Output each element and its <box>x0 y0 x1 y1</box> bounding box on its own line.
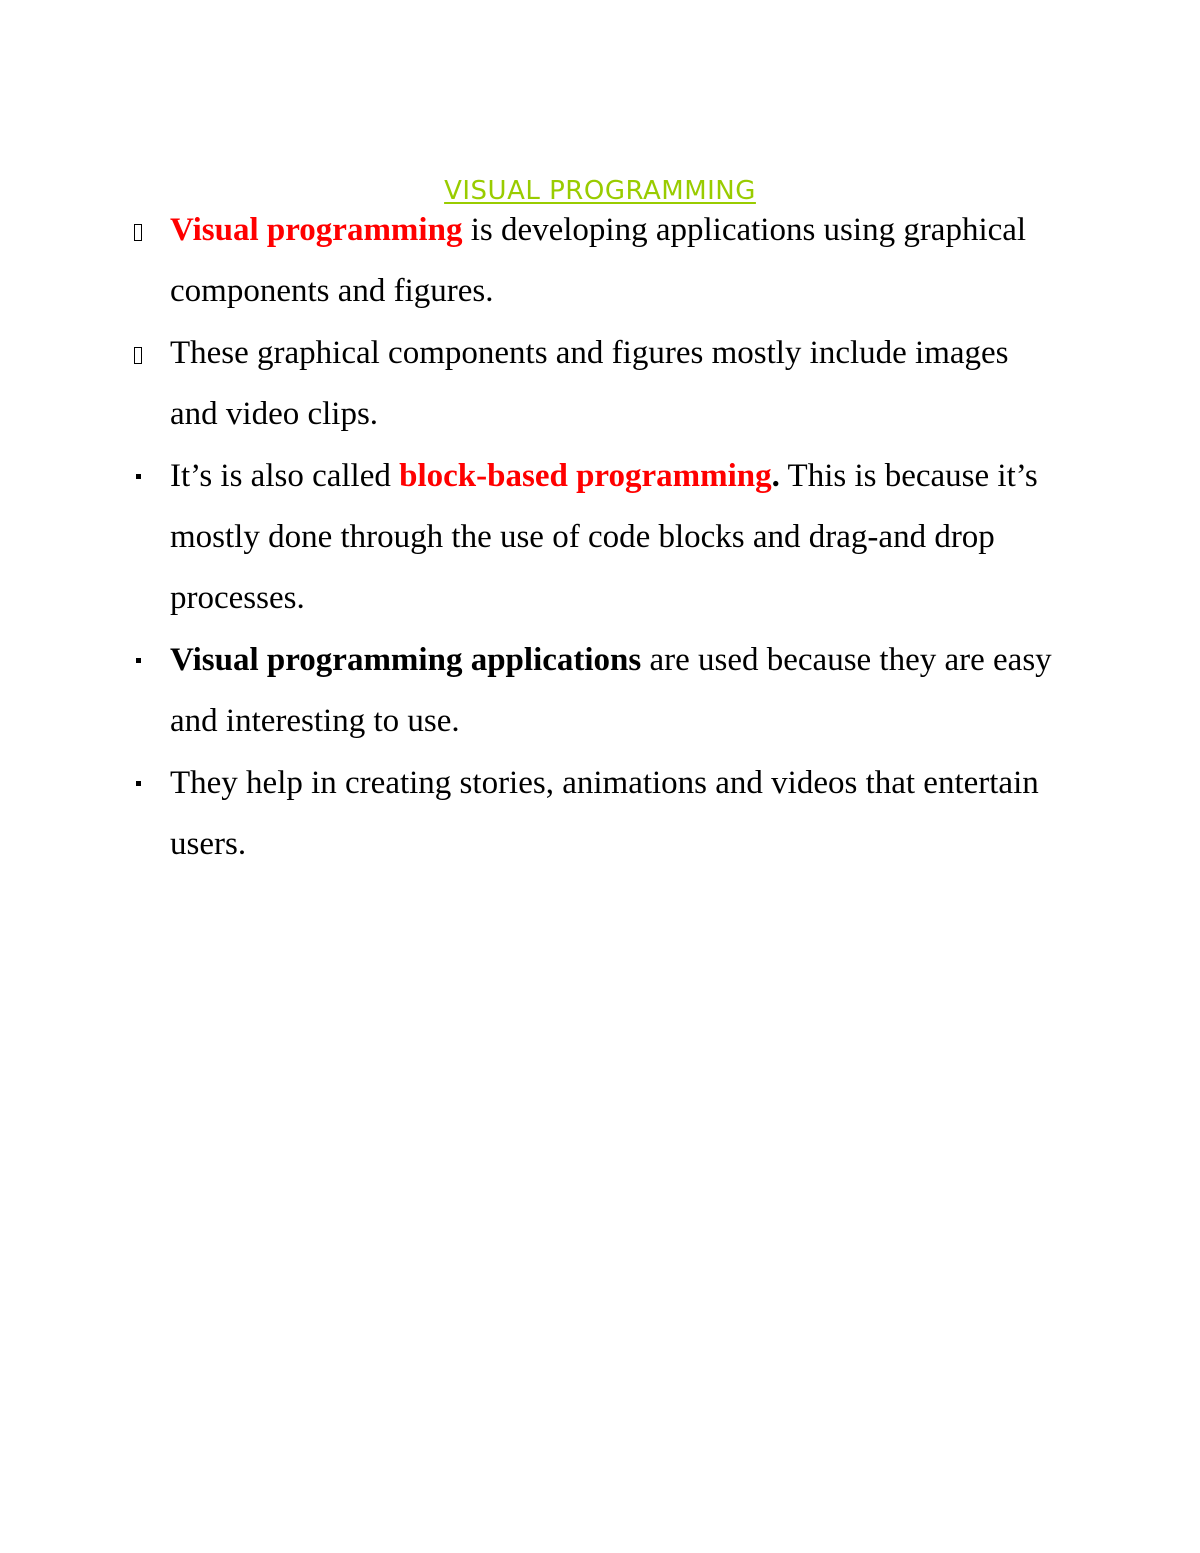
item-text: is developing applications using graphical components and figures. <box>170 212 1027 310</box>
square-bullet-icon <box>134 753 148 814</box>
square-bullet-icon <box>134 446 148 507</box>
document-title: VISUAL PROGRAMMING <box>444 176 756 206</box>
term-visual-programming-applications: Visual programming applications <box>170 641 642 678</box>
item-text: are used because they are easy and interesting to use. <box>170 641 1052 740</box>
list-item <box>0 200 1060 323</box>
item-text: This is because it’s mostly done through the use of code blocks and drag-and drop processes. <box>170 457 1038 617</box>
list-item <box>0 446 1060 630</box>
box-glyph-icon <box>134 323 148 384</box>
box-glyph-icon <box>134 200 148 261</box>
term-block-based-programming: block-based programming <box>399 457 772 494</box>
list-item <box>0 630 1060 753</box>
term-visual-programming: Visual programming <box>170 212 463 248</box>
square-bullet-icon <box>134 630 148 691</box>
list-item <box>0 753 1060 876</box>
bullet-list <box>0 200 1200 875</box>
list-item <box>0 323 1060 446</box>
item-text: They help in creating stories, animations and videos that entertain users. <box>170 764 1039 863</box>
item-lead-text: It’s is also called <box>170 457 400 494</box>
item-text: These graphical components and figures mostly include images and video clips. <box>170 334 1009 433</box>
term-period: . <box>771 457 780 494</box>
